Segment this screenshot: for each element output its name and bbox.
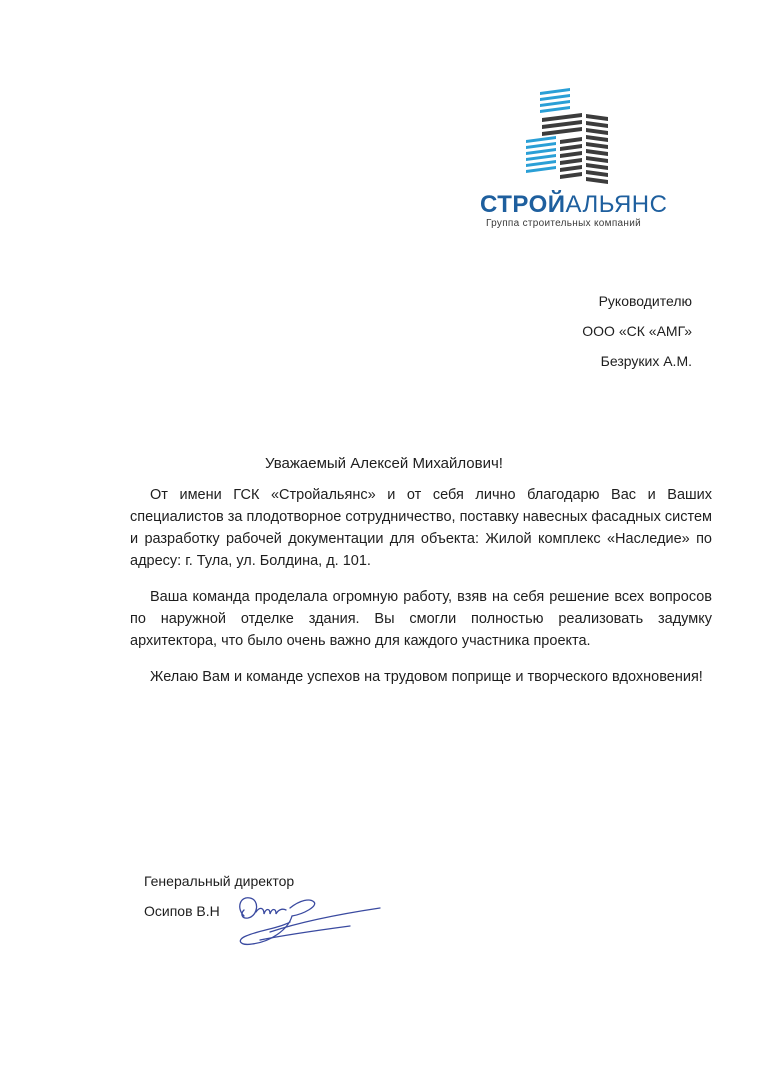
paragraph-2: Ваша команда проделала огромную работу, взяв на себя решение всех вопросов по наружной отделке здания. Вы смогли полностью реализовать задумку архитектора, что было очень важно для каждого участника проекта. [130,589,712,649]
logo-tagline: Группа строительных компаний [486,218,641,229]
greeting: Уважаемый Алексей Михайлович! [265,455,503,472]
addressee-position: Руководителю [598,293,692,309]
paragraph-3: Желаю Вам и команде успехов на трудовом поприще и творческого вдохновения! [150,669,703,685]
logo-name-regular: АЛЬЯНС [565,191,668,218]
signatory-name: Осипов В.Н [144,903,220,919]
company-logo [480,88,668,238]
buildings-logo-icon [526,88,616,188]
addressee-block [582,286,692,376]
letter-body [130,484,712,702]
handwritten-signature [230,886,390,956]
signatory-position: Генеральный директор [144,873,295,889]
logo-wordmark [480,191,668,219]
addressee-company: ООО «СК «АМГ» [582,323,692,339]
logo-name-bold: СТРОЙ [480,191,566,218]
paragraph-1: От имени ГСК «Стройальянс» и от себя лично благодарю Вас и Ваших специалистов за плодотворное сотрудничество, поставку навесных фасадных систем и разработку рабочей документации для объекта: Жилой комплекс «Наследие» по адресу: г. Тула, ул. Болдина, д. 101. [130,487,712,569]
addressee-name: Безруких А.М. [600,353,692,369]
